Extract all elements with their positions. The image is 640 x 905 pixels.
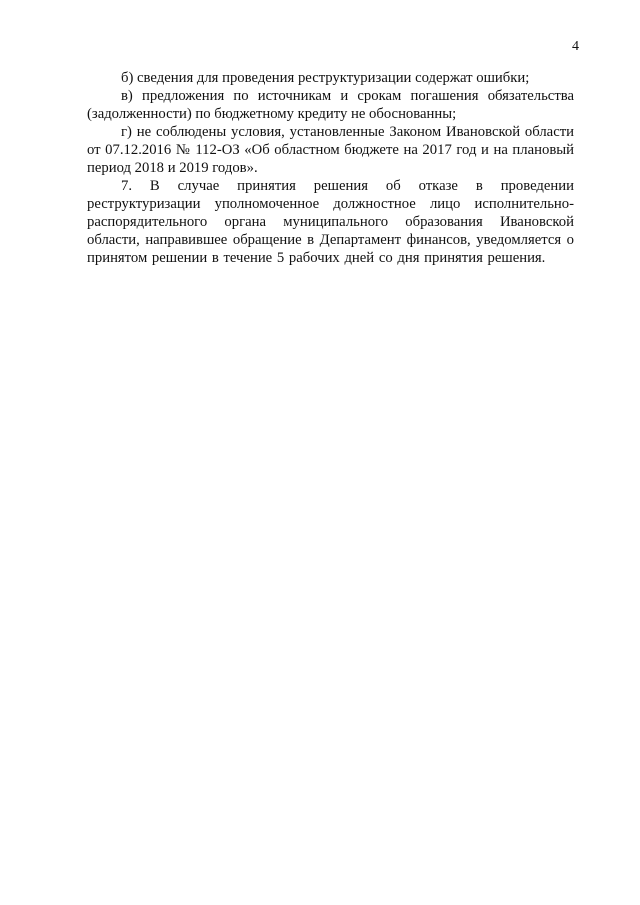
paragraph-item-g: г) не соблюдены условия, установленные Законом Ивановской области от 07.12.2016 № 112-ОЗ «Об областном бюджете на 2017 год и на плановый период 2018 и 2019 годов». [87, 124, 574, 176]
paragraph-item-b: б) сведения для проведения реструктуризации содержат ошибки; [121, 70, 530, 86]
paragraph-item-v: в) предложения по источникам и срокам погашения обязательства (задолженности) по бюджетному кредиту не обоснованны; [87, 88, 574, 122]
document-body [87, 69, 574, 267]
page-number: 4 [572, 39, 579, 54]
paragraph-clause-7: 7. В случае принятия решения об отказе в проведении реструктуризации уполномоченное должностное лицо исполнительно-распорядительного органа муниципального образования Ивановской области, направившее обращение в Департамент финансов, уведомляется о принятом решении в течение 5 рабочих дней со дня принятия решения. [87, 178, 574, 266]
